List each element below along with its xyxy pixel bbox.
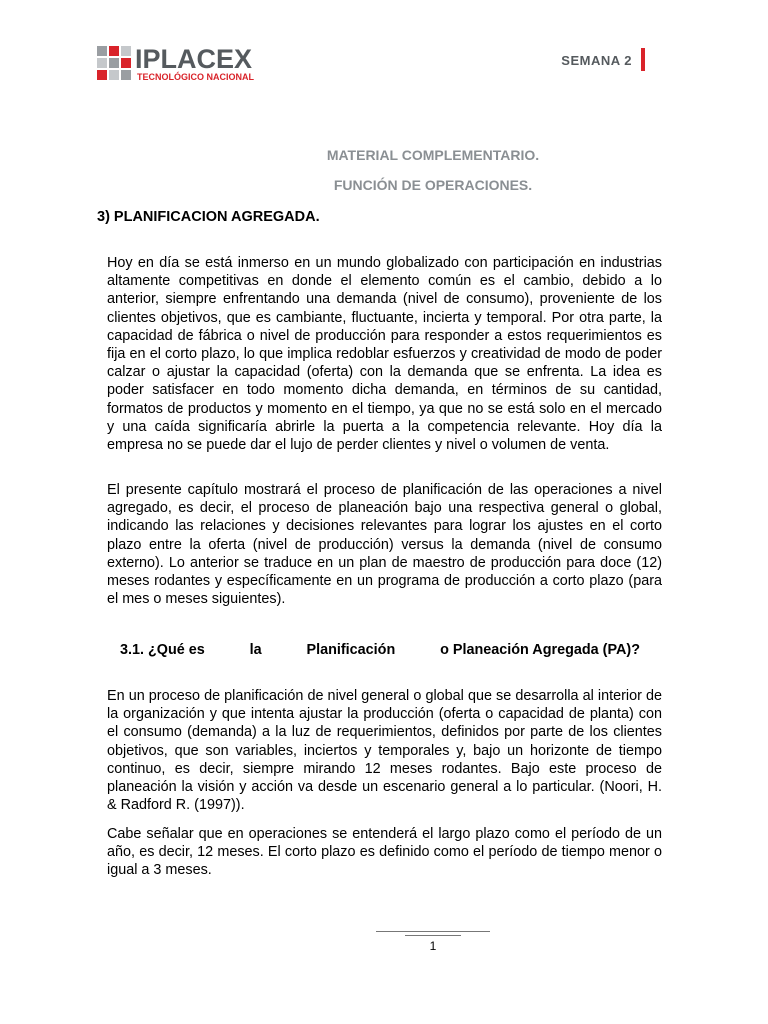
week-label: SEMANA 2 xyxy=(561,53,632,68)
subsection-heading-part4: o Planeación Agregada (PA)? xyxy=(440,642,640,658)
footer-rule xyxy=(376,931,490,932)
paragraph-time-horizon: Cabe señalar que en operaciones se entenderá el largo plazo como el período de un año, es decir, 12 meses. El corto plazo es definido como el período de tiempo menor o igual a 3 meses. xyxy=(107,826,662,879)
logo-tagline: TECNOLÓGICO NACIONAL xyxy=(137,72,254,82)
subsection-heading-part1: 3.1. ¿Qué es xyxy=(120,642,205,658)
footer-rule-short xyxy=(405,935,461,936)
iplacex-logo xyxy=(97,46,267,86)
document-title-line2: FUNCIÓN DE OPERACIONES. xyxy=(333,177,533,193)
paragraph-intro: Hoy en día se está inmerso en un mundo globalizado con participación en industrias altamente competitivas en donde el elemento común es el cambio, debido a lo anterior, siempre enfrentando una demanda (nivel de consumo), proveniente de los clientes objetivos, que es cambiante, fluctuante, incierta y temporal. Por otra parte, la capacidad de fábrica o nivel de producción para responder a estos requerimientos es fija en el corto plazo, lo que implica redoblar esfuerzos y creatividad de modo de poder calzar o ajustar la capacidad (oferta) con la demanda que se enfrenta. La idea es poder satisfacer en todo momento dicha demanda, en términos de su cantidad, formatos de productos y momento en el tiempo, ya que no se está solo en el mercado y una caída significaría abrirle la puerta a la competencia relevante. Hoy día la empresa no se puede dar el lujo de perder clientes y nivel o volumen de venta. xyxy=(107,255,662,454)
week-accent-bar xyxy=(641,48,645,71)
paragraph-chapter-overview: El presente capítulo mostrará el proceso de planificación de las operaciones a nivel agregado, es decir, el proceso de planeación bajo una respectiva general o global, indicando las relaciones y decisiones relevantes para lograr los ajustes en el corto plazo entre la oferta (nivel de producción) versus la demanda (nivel de consumo externo). Lo anterior se traduce en un plan de maestro de producción para doce (12) meses rodantes y específicamente en un programa de producción a corto plazo (para el mes o meses siguientes). xyxy=(107,482,662,608)
subsection-heading-part2: la xyxy=(249,642,262,658)
subsection-heading-part3: Planificación xyxy=(306,642,396,658)
document-title-line1: MATERIAL COMPLEMENTARIO. xyxy=(326,147,540,163)
subsection-heading xyxy=(120,642,640,658)
page-number: 1 xyxy=(429,939,437,953)
section-heading: 3) PLANIFICACION AGREGADA. xyxy=(97,209,320,225)
paragraph-definition: En un proceso de planificación de nivel general o global que se desarrolla al interior de la organización y que intenta ajustar la producción (oferta o capacidad de planta) con el consumo (demanda) a la luz de requerimientos, definidos por parte de los clientes objetivos, que son variables, inciertos y temporales y, bajo un horizonte de tiempo continuo, es decir, siempre mirando 12 meses rodantes. Bajo este proceso de planeación la visión y acción va desde un escenario general a lo particular. (Noori, H. & Radford R. (1997)). xyxy=(107,688,662,814)
logo-squares-icon xyxy=(97,46,133,82)
logo-name: IPLACEX xyxy=(135,44,253,74)
